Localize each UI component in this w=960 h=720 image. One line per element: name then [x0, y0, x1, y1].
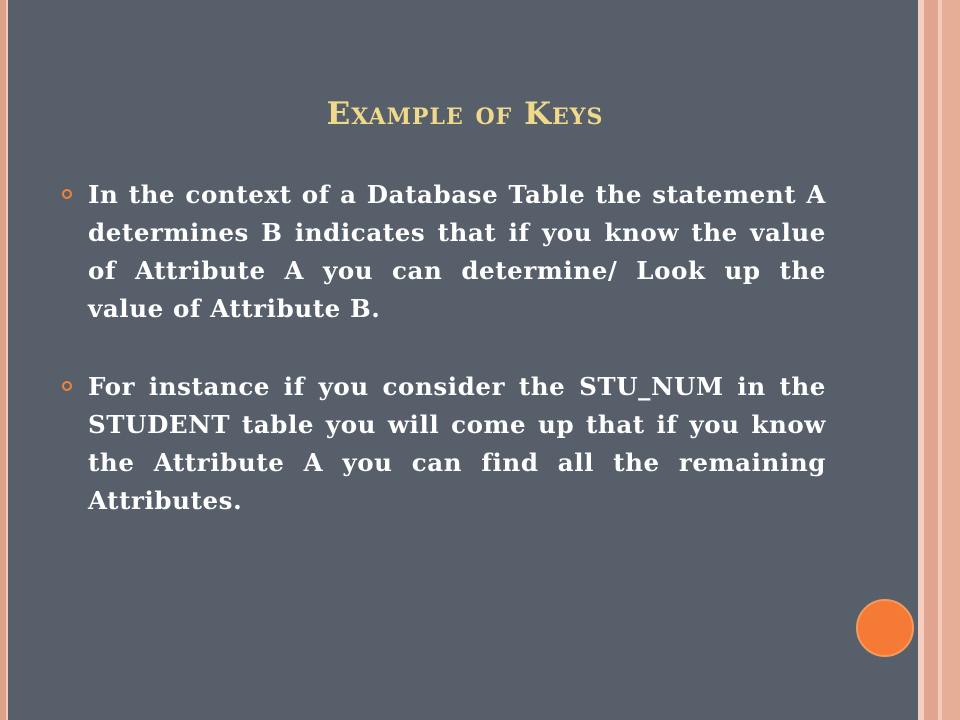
bullet-list: [62, 176, 826, 520]
right-frame-band: [942, 0, 960, 720]
bullet-ring-icon: [62, 381, 72, 391]
bullet-ring-icon: [62, 189, 72, 199]
bullet-text: For instance if you consider the STU_NUM in the STUDENT table you will come up that if you know the Attribute A you can find all the remaining Attributes.: [88, 372, 826, 515]
slide-title: Example of Keys: [326, 96, 604, 132]
bullet-item: [62, 176, 826, 328]
bullet-item: [62, 368, 826, 520]
decorative-circle-icon: [856, 599, 914, 657]
bullet-text: In the context of a Database Table the statement A determines B indicates that if you know the value of Attribute A you can determine/ Look up the value of Attribute B.: [88, 180, 826, 323]
